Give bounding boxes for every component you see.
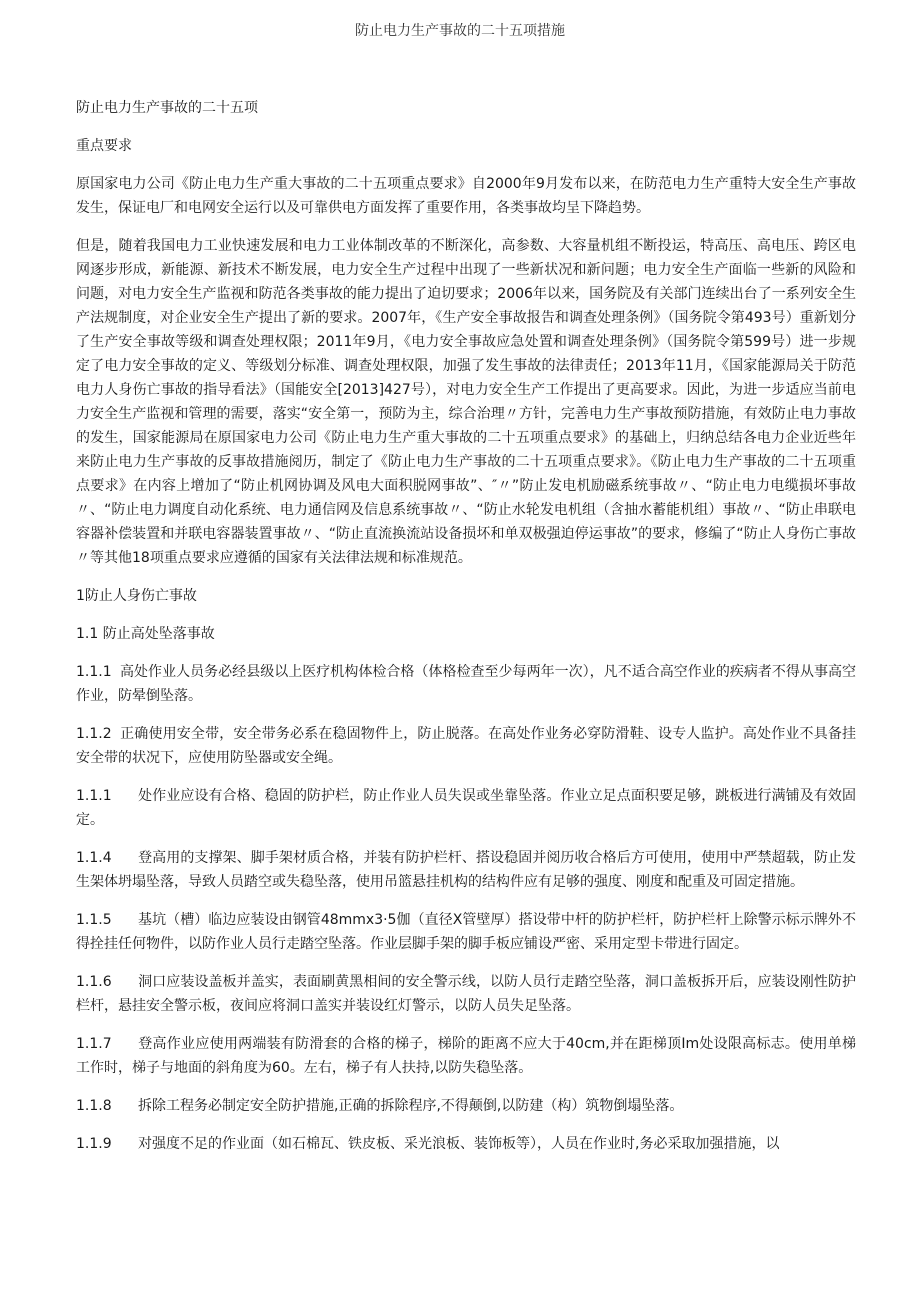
list-item xyxy=(76,660,856,708)
section-heading-1: 1防止人身伤亡事故 xyxy=(76,588,197,604)
section-heading-1-1: 1.1 防止高处坠落事故 xyxy=(76,626,215,642)
item-text: 登高用的支撑架、脚手架材质合格，并装有防护栏杆、搭设稳固并阅历收合格后方可使用，使用中严禁超载，防止发生架体坍塌坠落，导致人员踏空或失稳坠落，使用吊篮悬挂机构的结构件应有足够的强度、刚度和配重及可固定措施。 xyxy=(76,850,856,890)
item-text: 正确使用安全带，安全带务必系在稳固物件上，防止脱落。在高处作业务必穿防滑鞋、设专人监护。高处作业不具备挂安全带的状况下，应使用防坠器或安全绳。 xyxy=(76,726,856,766)
item-number: 1.1.1 xyxy=(76,788,112,804)
list-item xyxy=(76,1132,856,1156)
item-text: 登高作业应使用两端装有防滑套的合格的梯子，梯阶的距离不应大于40cm,并在距梯顶Im处设限高标志。使用单梯工作时，梯子与地面的斜角度为60。左右，梯子有人扶持,以防失稳坠落。 xyxy=(76,1036,856,1076)
item-number: 1.1.5 xyxy=(76,912,112,928)
intro-paragraph-1: 原国家电力公司《防止电力生产重大事故的二十五项重点要求》自2000年9月发布以来，在防范电力生产重特大安全生产事故发生，保证电厂和电网安全运行以及可靠供电方面发挥了重要作用，各类事故均呈下降趋势。 xyxy=(76,176,856,216)
doc-subheading: 重点要求 xyxy=(76,138,132,154)
item-number: 1.1.1 xyxy=(76,664,112,680)
item-number: 1.1.6 xyxy=(76,974,112,990)
item-text: 处作业应设有合格、稳固的防护栏，防止作业人员失误或坐靠坠落。作业立足点面积要足够，跳板进行满铺及有效固定。 xyxy=(76,788,856,828)
list-item xyxy=(76,846,856,894)
item-text: 洞口应装设盖板并盖实，表面刷黄黑相间的安全警示线，以防人员行走踏空坠落，洞口盖板拆开后，应装设刚性防护栏杆，悬挂安全警示板，夜间应将洞口盖实并装设红灯警示，以防人员失足坠落。 xyxy=(76,974,856,1014)
item-number: 1.1.7 xyxy=(76,1036,112,1052)
item-text: 对强度不足的作业面（如石棉瓦、铁皮板、采光浪板、装饰板等），人员在作业时,务必采取加强措施，以 xyxy=(138,1136,780,1152)
document-body xyxy=(76,96,856,1170)
doc-heading: 防止电力生产事故的二十五项 xyxy=(76,100,258,116)
item-number: 1.1.8 xyxy=(76,1098,112,1114)
item-number: 1.1.9 xyxy=(76,1136,112,1152)
intro-paragraph-2: 但是，随着我国电力工业快速发展和电力工业体制改革的不断深化，高参数、大容量机组不断投运，特高压、高电压、跨区电网逐步形成，新能源、新技术不断发展，电力安全生产过程中出现了一些新状况和新问题；电力安全生产面临一些新的风险和问题，对电力安全生产监视和防范各类事故的能力提出了迫切要求；2006年以来，国务院及有关部门连续出台了一系列安全生产法规制度，对企业安全生产提出了新的要求。2007年，《生产安全事故报告和调查处理条例》（国务院令第493号）重新划分了生产安全事故等级和调查处理权限；2011年9月，《电力安全事故应急处置和调查处理条例》（国务院令第599号）进一步规定了电力安全事故的定义、等级划分标准、调查处理权限，加强了发生事故的法律责任；2013年11月，《国家能源局关于防范电力人身伤亡事故的指导看法》（国能安全[2013]427号），对电力安全生产工作提出了更高要求。因此，为进一步适应当前电力安全生产监视和管理的需要，落实“安全第一，预防为主，综合治理〃方针，完善电力生产事故预防措施，有效防止电力事故的发生，国家能源局在原国家电力公司《防止电力生产重大事故的二十五项重点要求》的基础上，归纳总结各电力企业近些年来防止电力生产事故的反事故措施阅历，制定了《防止电力生产事故的二十五项重点要求》。《防止电力生产事故的二十五项重点要求》在内容上增加了“防止机网协调及风电大面积脱网事故”、″〃”防止发电机励磁系统事故〃、“防止电力电缆损坏事故〃、“防止电力调度自动化系统、电力通信网及信息系统事故〃、“防止水轮发电机组（含抽水蓄能机组）事故〃、“防止串联电容器补偿装置和并联电容器装置事故〃、“防止直流换流站设备损坏和单双极强迫停运事故”的要求，修编了“防止人身伤亡事故〃等其他18项重点要求应遵循的国家有关法律法规和标准规范。 xyxy=(76,238,856,566)
item-text: 高处作业人员务必经县级以上医疗机构体检合格（体格检查至少每两年一次），凡不适合高空作业的疾病者不得从事高空作业，防晕倒坠落。 xyxy=(76,664,856,704)
list-item xyxy=(76,784,856,832)
list-item xyxy=(76,970,856,1018)
list-item xyxy=(76,1032,856,1080)
item-text: 基坑（槽）临边应装设由钢管48mmx3·5伽（直径X管壁厚）搭设带中杆的防护栏杆，防护栏杆上除警示标示牌外不得拴挂任何物件，以防作业人员行走踏空坠落。作业层脚手架的脚手板应铺设严密、采用定型卡带进行固定。 xyxy=(76,912,856,952)
item-number: 1.1.4 xyxy=(76,850,112,866)
list-item xyxy=(76,722,856,770)
list-item xyxy=(76,1094,856,1118)
item-number: 1.1.2 xyxy=(76,726,112,742)
page-header-title: 防止电力生产事故的二十五项措施 xyxy=(355,23,565,39)
item-text: 拆除工程务必制定安全防护措施,正确的拆除程序,不得颠倒,以防建（构）筑物倒塌坠落。 xyxy=(138,1098,684,1114)
list-item xyxy=(76,908,856,956)
